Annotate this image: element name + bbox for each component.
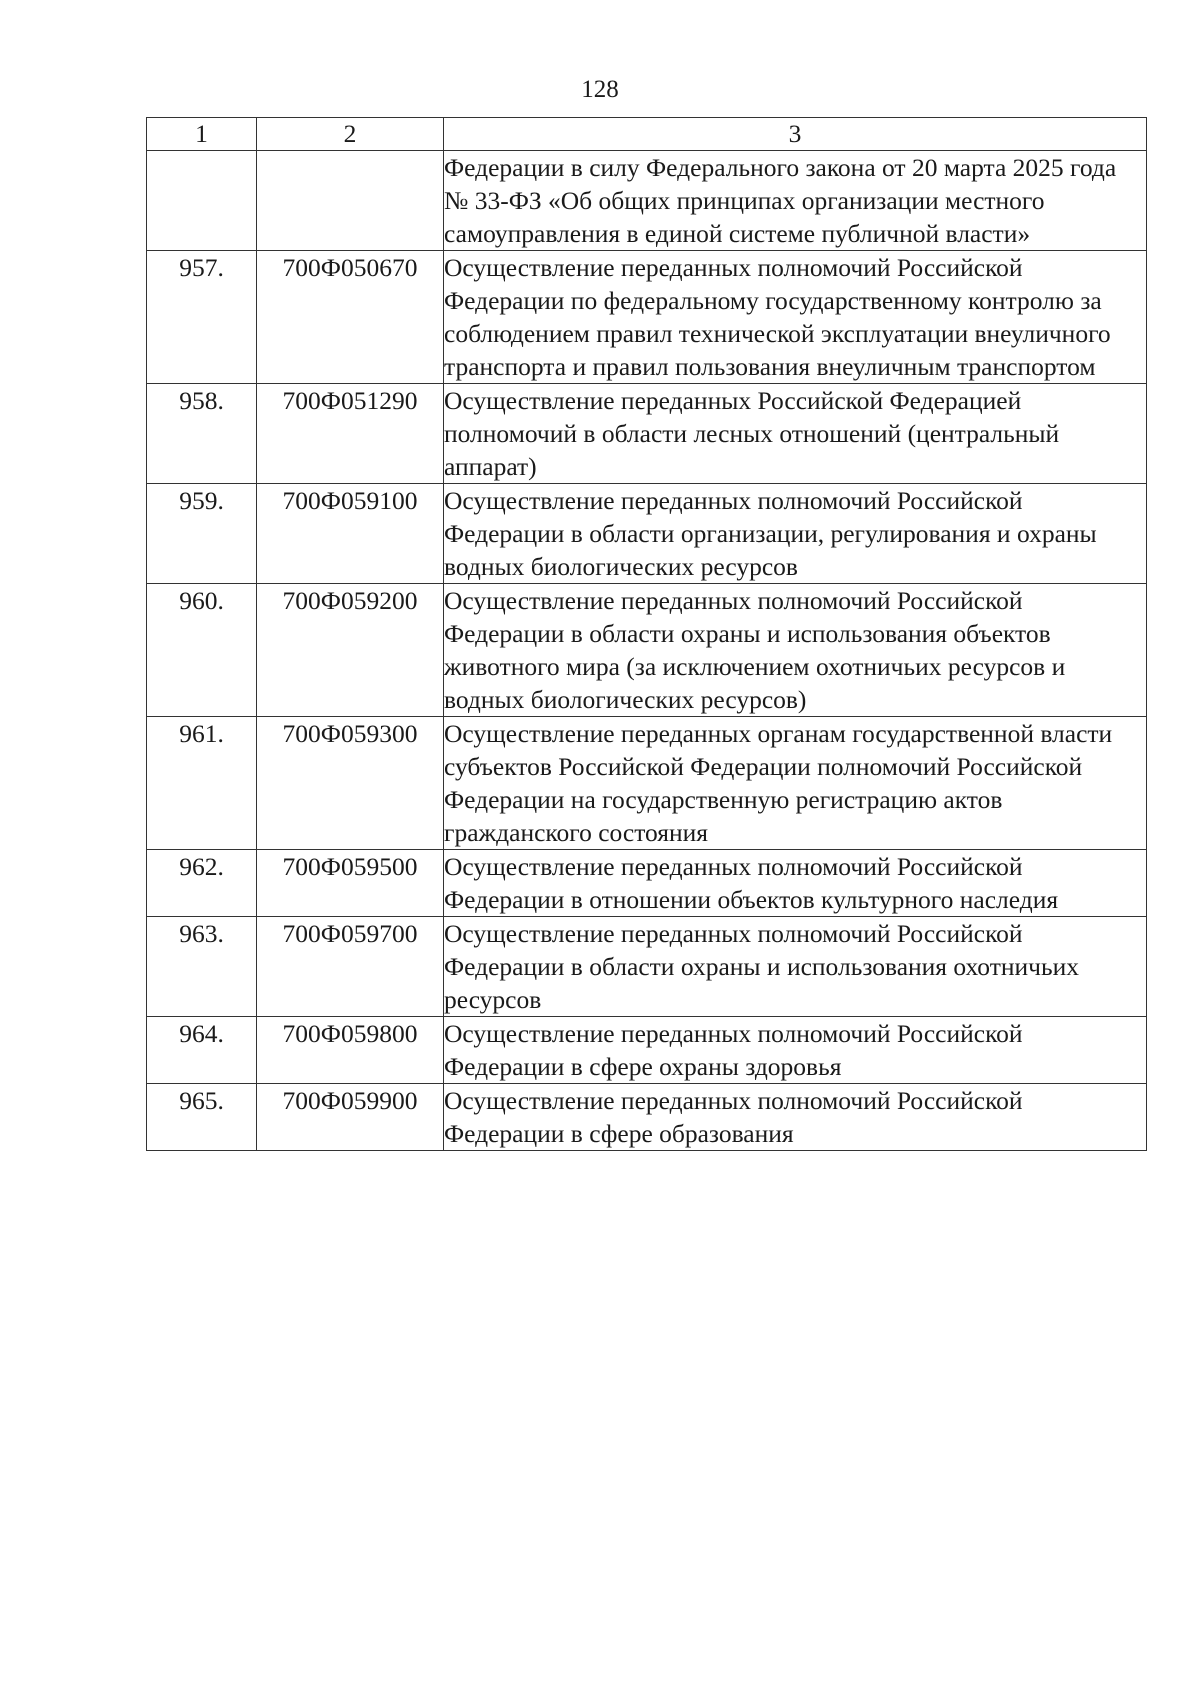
- row-description: Осуществление переданных полномочий Российской Федерации в области охраны и использования охотничьих ресурсов: [444, 917, 1147, 1017]
- row-description: Осуществление переданных полномочий Российской Федерации в области охраны и использования объектов животного мира (за исключением охотничьих ресурсов и водных биологических ресурсов): [444, 584, 1147, 717]
- row-description: Осуществление переданных органам государственной власти субъектов Российской Федерации полномочий Российской Федерации на государственную регистрацию актов гражданского состояния: [444, 717, 1147, 850]
- row-code: 700Ф059300: [257, 717, 444, 850]
- row-number: [147, 151, 257, 251]
- row-number: 963.: [147, 917, 257, 1017]
- row-description: Федерации в силу Федерального закона от 20 марта 2025 года № 33-ФЗ «Об общих принципах организации местного самоуправления в единой системе публичной власти»: [444, 151, 1147, 251]
- table-row: [147, 384, 1147, 484]
- row-code: 700Ф050670: [257, 251, 444, 384]
- row-code: 700Ф059900: [257, 1084, 444, 1151]
- table-row: [147, 717, 1147, 850]
- row-code: 700Ф059200: [257, 584, 444, 717]
- row-number: 965.: [147, 1084, 257, 1151]
- row-code: 700Ф059100: [257, 484, 444, 584]
- row-description: Осуществление переданных Российской Федерацией полномочий в области лесных отношений (центральный аппарат): [444, 384, 1147, 484]
- table-row: [147, 1084, 1147, 1151]
- row-description: Осуществление переданных полномочий Российской Федерации в сфере охраны здоровья: [444, 1017, 1147, 1084]
- table-row: [147, 584, 1147, 717]
- row-code: [257, 151, 444, 251]
- row-number: 957.: [147, 251, 257, 384]
- row-number: 961.: [147, 717, 257, 850]
- table-row: [147, 850, 1147, 917]
- row-code: 700Ф059700: [257, 917, 444, 1017]
- row-description: Осуществление переданных полномочий Российской Федерации в области организации, регулирования и охраны водных биологических ресурсов: [444, 484, 1147, 584]
- column-header-2: 2: [257, 118, 444, 151]
- row-number: 964.: [147, 1017, 257, 1084]
- row-description: Осуществление переданных полномочий Российской Федерации по федеральному государственному контролю за соблюдением правил технической эксплуатации внеуличного транспорта и правил пользования внеуличным транспортом: [444, 251, 1147, 384]
- row-description: Осуществление переданных полномочий Российской Федерации в отношении объектов культурного наследия: [444, 850, 1147, 917]
- table-row: [147, 251, 1147, 384]
- column-header-1: 1: [147, 118, 257, 151]
- table-row: [147, 151, 1147, 251]
- document-table: [146, 117, 1147, 1151]
- row-number: 962.: [147, 850, 257, 917]
- row-number: 958.: [147, 384, 257, 484]
- table-row: [147, 1017, 1147, 1084]
- row-number: 959.: [147, 484, 257, 584]
- row-code: 700Ф059500: [257, 850, 444, 917]
- table-row: [147, 917, 1147, 1017]
- column-header-3: 3: [444, 118, 1147, 151]
- row-number: 960.: [147, 584, 257, 717]
- page-number: 128: [581, 76, 619, 103]
- table-header-row: [147, 118, 1147, 151]
- row-code: 700Ф051290: [257, 384, 444, 484]
- row-description: Осуществление переданных полномочий Российской Федерации в сфере образования: [444, 1084, 1147, 1151]
- table-row: [147, 484, 1147, 584]
- row-code: 700Ф059800: [257, 1017, 444, 1084]
